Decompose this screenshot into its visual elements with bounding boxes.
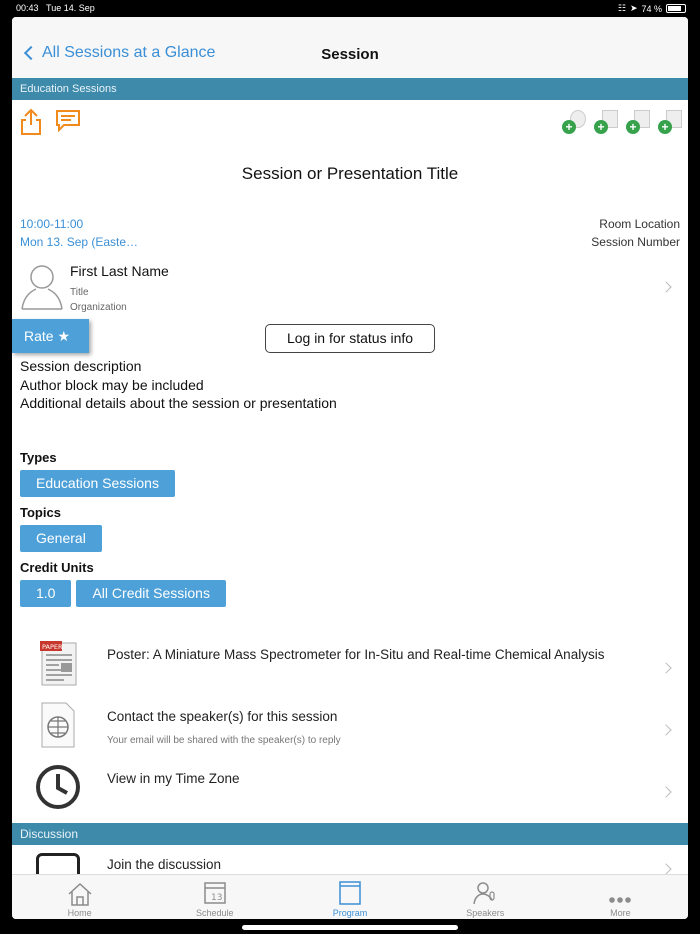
add-note-icon[interactable]: + bbox=[626, 110, 650, 134]
tab-home[interactable] bbox=[12, 875, 147, 919]
tab-program[interactable] bbox=[282, 875, 417, 919]
session-number: Session Number bbox=[591, 235, 680, 249]
add-document-icon[interactable]: + bbox=[658, 110, 682, 134]
credit-chip[interactable]: All Credit Sessions bbox=[76, 580, 226, 607]
session-time[interactable]: 10:00-11:00 bbox=[20, 217, 84, 231]
battery-icon bbox=[666, 4, 686, 13]
share-icon[interactable] bbox=[20, 108, 42, 141]
calendar-icon bbox=[147, 879, 282, 906]
status-bar bbox=[0, 0, 700, 16]
join-discussion-label: Join the discussion bbox=[107, 856, 222, 872]
tab-label: Program bbox=[332, 908, 368, 918]
speaker-row[interactable] bbox=[12, 257, 688, 319]
comment-icon[interactable] bbox=[54, 108, 82, 141]
navigation-bar bbox=[12, 17, 688, 78]
tab-label: Speakers bbox=[466, 908, 505, 918]
contact-label: Contact the speaker(s) for this session bbox=[107, 708, 338, 724]
chevron-right-icon bbox=[660, 281, 671, 292]
presentation-title: Session or Presentation Title bbox=[241, 164, 459, 183]
time-zone-row[interactable] bbox=[12, 761, 688, 823]
app-screen bbox=[12, 17, 688, 919]
tab-label: Home bbox=[67, 908, 92, 918]
person-icon bbox=[20, 261, 64, 316]
wifi-icon: ☷ bbox=[617, 3, 626, 13]
type-chip[interactable]: Education Sessions bbox=[20, 470, 175, 497]
battery-percent: 74 % bbox=[641, 3, 662, 14]
speaker-organization: Organization bbox=[70, 302, 127, 313]
calendar-badge: 13 bbox=[210, 893, 223, 903]
credit-units-heading: Credit Units bbox=[20, 559, 94, 575]
poster-label: Poster: A Miniature Mass Spectrometer for In-Situ and Real-time Chemical Analysis bbox=[107, 646, 605, 662]
add-search-icon[interactable]: + bbox=[562, 110, 586, 134]
session-date[interactable]: Mon 13. Sep (Easte… bbox=[20, 235, 139, 249]
topics-heading: Topics bbox=[20, 504, 61, 520]
chevron-right-icon bbox=[660, 863, 671, 874]
room-location: Room Location bbox=[599, 217, 680, 231]
tags-section bbox=[12, 450, 688, 607]
status-time: 00:43 Tue 14. Sep bbox=[16, 3, 95, 13]
description-line: Session description bbox=[20, 358, 142, 374]
more-icon bbox=[553, 879, 688, 906]
tab-speakers[interactable] bbox=[418, 875, 553, 919]
home-icon bbox=[12, 879, 147, 906]
tab-more[interactable] bbox=[553, 875, 688, 919]
speaker-title: Title bbox=[70, 287, 89, 298]
back-label: All Sessions at a Glance bbox=[42, 44, 216, 61]
contact-speaker-row[interactable] bbox=[12, 699, 688, 761]
time-zone-label: View in my Time Zone bbox=[107, 770, 240, 786]
chevron-right-icon bbox=[660, 786, 671, 797]
clock-icon bbox=[34, 763, 82, 811]
topic-chip[interactable]: General bbox=[20, 525, 102, 552]
speaker-name: First Last Name bbox=[70, 263, 169, 279]
types-heading: Types bbox=[20, 449, 57, 465]
credit-chip[interactable]: 1.0 bbox=[20, 580, 71, 607]
tab-schedule[interactable] bbox=[147, 875, 282, 919]
location-icon: ➤ bbox=[629, 3, 638, 13]
paper-badge: PAPER bbox=[42, 642, 63, 651]
tab-label: More bbox=[610, 908, 631, 918]
login-status-button[interactable]: Log in for status info bbox=[265, 324, 435, 353]
contact-note: Your email will be shared with the speaker(s) to reply bbox=[107, 734, 341, 746]
section-header: Education Sessions bbox=[12, 78, 688, 100]
tab-bar bbox=[12, 874, 688, 919]
description-line: Author block may be included bbox=[20, 376, 204, 393]
rate-button[interactable]: Rate ★ bbox=[12, 319, 89, 353]
poster-link-row[interactable] bbox=[12, 637, 688, 699]
chevron-right-icon bbox=[660, 724, 671, 735]
description-line: Additional details about the session or presentation bbox=[20, 395, 337, 411]
action-toolbar bbox=[12, 100, 688, 150]
page-title: Session bbox=[321, 46, 379, 63]
home-indicator bbox=[242, 925, 458, 930]
tab-label: Schedule bbox=[196, 908, 234, 918]
status-right bbox=[618, 3, 686, 14]
session-description bbox=[12, 357, 688, 413]
paper-icon bbox=[34, 639, 82, 687]
program-icon bbox=[282, 879, 417, 906]
add-screen-icon[interactable]: + bbox=[594, 110, 618, 134]
chevron-right-icon bbox=[660, 662, 671, 673]
session-meta bbox=[12, 215, 688, 255]
rate-row bbox=[12, 319, 688, 355]
speaker-icon bbox=[418, 879, 553, 906]
globe-doc-icon bbox=[34, 701, 82, 749]
join-discussion-row[interactable] bbox=[12, 845, 688, 875]
discussion-header: Discussion bbox=[12, 823, 688, 845]
